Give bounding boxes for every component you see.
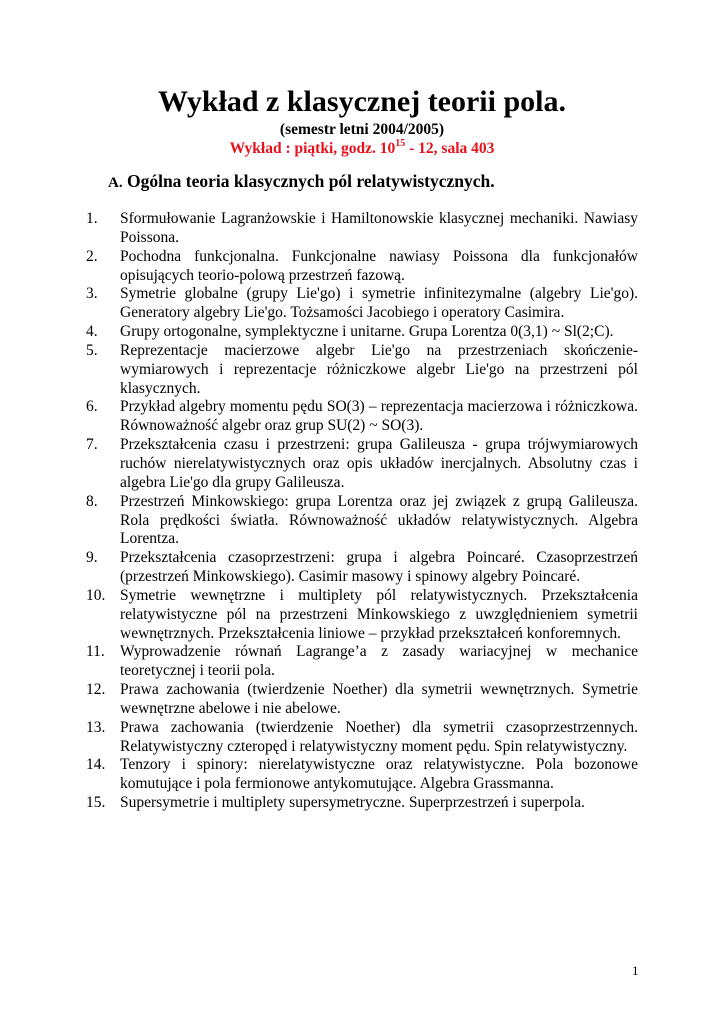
list-item-number: 3. [86, 285, 98, 303]
list-item-number: 8. [86, 492, 98, 510]
list-item-text: Prawa zachowania (twierdzenie Noether) dla symetrii wewnętrznych. Symetrie wewnętrzne abelowe i nie abelowe. [120, 681, 638, 717]
list-item [86, 493, 638, 550]
list-item-text: Wyprowadzenie równań Lagrange’a z zasady wariacyjnej w mechanice teoretycznej i teorii pola. [120, 643, 638, 680]
list-item [86, 587, 638, 644]
list-item [86, 210, 638, 248]
list-item-text: Symetrie globalne (grupy Lie'go) i symetrie infinitezymalne (algebry Lie'go). Generatory algebry Lie'go. Tożsamości Jacobiego i operatory Casimira. [120, 285, 638, 322]
list-item-number: 7. [86, 436, 98, 454]
list-item-text: Przekształcenia czasu i przestrzeni: grupa Galileusza - grupa trójwymiarowych ruchów nierelatywistycznych oraz opis układów inercjalnych. Absolutny czas i algebra Lie'go dla grupy Galileusza. [120, 436, 638, 491]
list-item-text: Tenzory i spinory: nierelatywistyczne oraz relatywistyczne. Pola bozonowe komutujące i pola fermionowe antykomutujące. Algebra Grassmanna. [120, 756, 638, 793]
list-item-number: 9. [86, 549, 98, 567]
lecture-schedule-suffix: - 12, sala 403 [405, 140, 495, 157]
section-title: Ogólna teoria klasycznych pól relatywistycznych. [126, 171, 495, 191]
lecture-schedule-prefix: Wykład : piątki, godz. 10 [229, 140, 396, 157]
list-item-number: 10. [86, 586, 106, 604]
list-item [86, 549, 638, 587]
list-item-text: Reprezentacje macierzowe algebr Lie'go na przestrzeniach skończenie-wymiarowych i reprezentacje różniczkowe algebr Lie'go na przestrzeni pól klasycznych. [120, 341, 638, 397]
list-item [86, 398, 638, 436]
list-item-text: Supersymetrie i multiplety supersymetryczne. Superprzestrzeń i superpola. [120, 794, 585, 812]
list-item-number: 12. [86, 681, 106, 699]
list-item-text: Prawa zachowania (twierdzenie Noether) dla symetrii czasoprzestrzennych. Relatywistyczny czteropęd i relatywistyczny moment pędu. Spin relatywistyczny. [120, 718, 638, 755]
list-item [86, 436, 638, 493]
section-letter: A. [108, 175, 123, 191]
list-item-number: 2. [86, 247, 98, 265]
list-item-number: 15. [86, 794, 106, 812]
list-item-number: 6. [86, 398, 98, 416]
list-item [86, 248, 638, 286]
list-item [86, 756, 638, 794]
list-item [86, 719, 638, 757]
list-item-number: 4. [86, 323, 98, 341]
list-item-text: Symetrie wewnętrzne i multiplety pól relatywistycznych. Przekształcenia relatywistyczne pól na przestrzeni Minkowskiego z uwzględnieniem symetrii wewnętrznych. Przekształcenia liniowe – przykład przekształceń konforemnych. [120, 586, 638, 642]
list-item-text: Sformułowanie Lagranżowskie i Hamiltonowskie klasycznej mechaniki. Nawiasy Poissona. [120, 210, 638, 246]
list-item [86, 681, 638, 719]
list-item-number: 11. [86, 643, 105, 661]
list-item-number: 13. [86, 718, 106, 736]
page-number: 1 [632, 963, 639, 978]
list-item [86, 643, 638, 681]
list-item-text: Grupy ortogonalne, symplektyczne i unitarne. Grupa Lorentza 0(3,1) ~ Sl(2;C). [120, 323, 614, 341]
list-item [86, 323, 638, 342]
list-item-text: Pochodna funkcjonalna. Funkcjonalne nawiasy Poissona dla funkcjonałów opisujących teorio-polową przestrzeń fazową. [120, 247, 638, 284]
list-item-number: 1. [86, 210, 98, 227]
topic-list [86, 210, 638, 813]
document-title: Wykład z klasycznej teorii pola. [157, 85, 567, 118]
list-item-text: Przestrzeń Minkowskiego: grupa Lorentza oraz jej związek z grupą Galileusza. Rola prędkości światła. Równoważność układów relatywistycznych. Algebra Lorentza. [120, 492, 638, 548]
list-item [86, 285, 638, 323]
list-item-number: 14. [86, 756, 106, 774]
semester-info: (semestr letni 2004/2005) [279, 121, 445, 138]
list-item-text: Przykład algebry momentu pędu SO(3) – reprezentacja macierzowa i różniczkowa. Równoważność algebr oraz grup SU(2) ~ SO(3). [120, 398, 638, 435]
section-heading [108, 170, 495, 194]
list-item-text: Przekształcenia czasoprzestrzeni: grupa i algebra Poincaré. Czasoprzestrzeń (przestrzeń Minkowskiego). Casimir masowy i spinowy algebry Poincaré. [120, 549, 638, 586]
lecture-schedule [0, 139, 724, 159]
list-item [86, 342, 638, 399]
lecture-hour-superscript: 15 [395, 137, 406, 149]
list-item [86, 794, 638, 813]
list-item-number: 5. [86, 341, 98, 359]
